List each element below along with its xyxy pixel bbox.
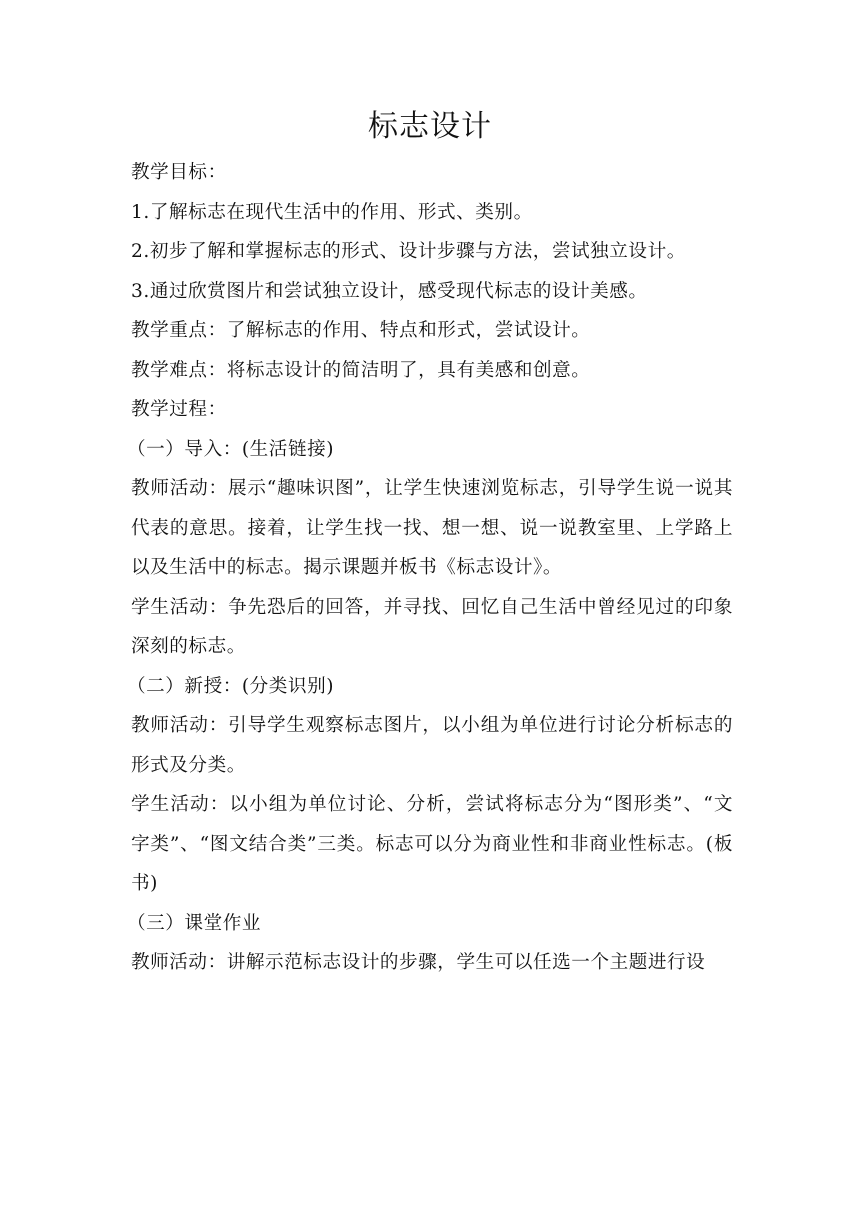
teacher-activity-paragraph: 教师活动：讲解示范标志设计的步骤，学生可以任选一个主题进行设 — [131, 952, 706, 973]
step-heading-classwork: （三）课堂作业 — [127, 912, 262, 934]
student-activity-paragraph: 学生活动：以小组为单位讨论、分析，尝试将标志分为“图形类”、“文字类”、“图文结合类”三类。标志可以分为商业性和非商业性标志。(板书) — [131, 794, 733, 894]
teacher-activity-paragraph: 教师活动：展示“趣味识图”，让学生快速浏览标志，引导学生说一说其代表的意思。接着，让学生找一找、想一想、说一说教室里、上学路上以及生活中的标志。揭示课题并板书《标志设计》。 — [131, 478, 733, 578]
document-title: 标志设计 — [368, 109, 492, 144]
section-heading-process: 教学过程： — [131, 399, 227, 420]
teacher-activity-paragraph: 教师活动：引导学生观察标志图片，以小组为单位进行讨论分析标志的形式及分类。 — [131, 715, 733, 776]
document-body — [127, 153, 733, 983]
key-points-paragraph: 教学重点：了解标志的作用、特点和形式，尝试设计。 — [131, 320, 591, 341]
objective-item: 3.通过欣赏图片和尝试独立设计，感受现代标志的设计美感。 — [131, 280, 648, 302]
objective-item: 1.了解标志在现代生活中的作用、形式、类别。 — [131, 201, 533, 223]
difficulties-paragraph: 教学难点：将标志设计的简洁明了，具有美感和创意。 — [131, 359, 591, 381]
objective-item: 2.初步了解和掌握标志的形式、设计步骤与方法，尝试独立设计。 — [131, 241, 686, 262]
section-heading-objectives: 教学目标： — [131, 162, 227, 183]
step-heading-intro: （一）导入：(生活链接) — [127, 438, 335, 460]
student-activity-paragraph: 学生活动：争先恐后的回答，并寻找、回忆自己生活中曾经见过的印象深刻的标志。 — [131, 596, 733, 657]
step-heading-new-lesson: （二）新授：(分类识别) — [127, 675, 335, 697]
